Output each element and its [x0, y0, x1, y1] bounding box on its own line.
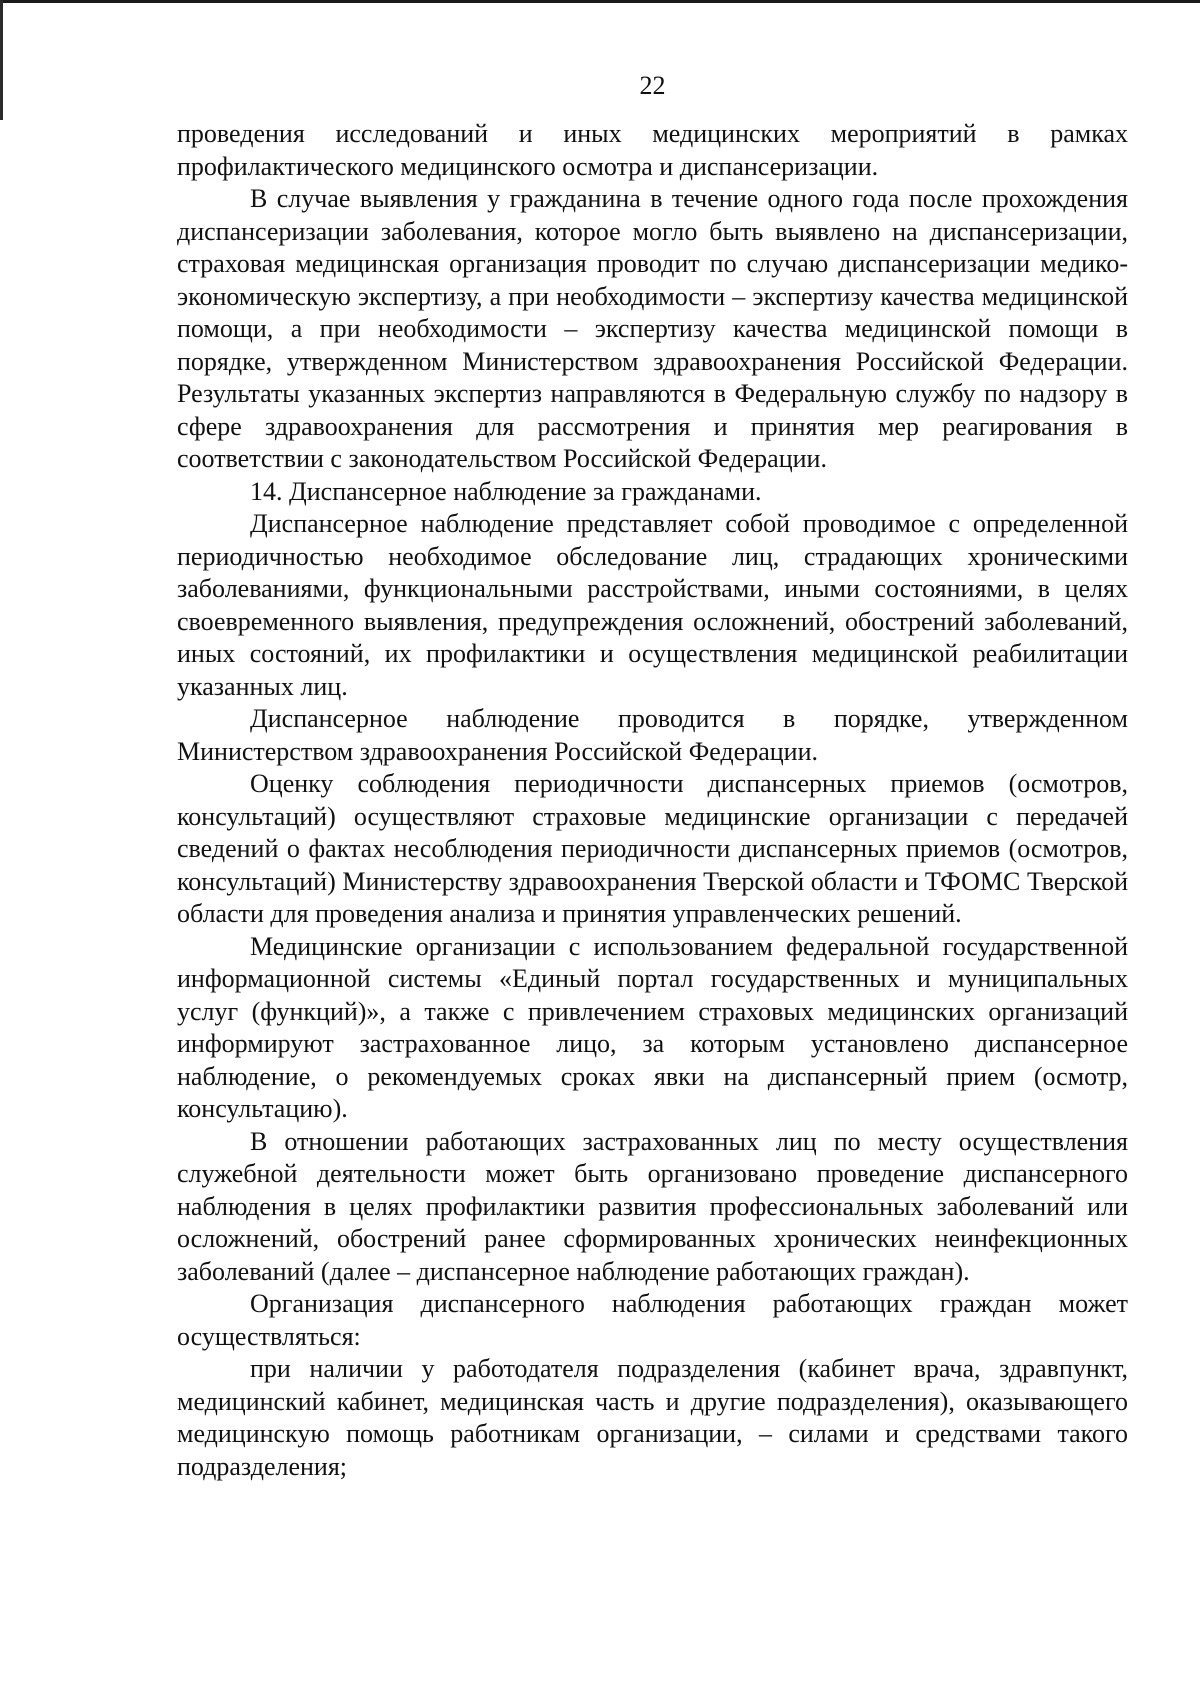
- scan-edge-top: [0, 0, 1200, 3]
- paragraph-1: проведения исследований и иных медицинских мероприятий в рамках профилактического медицинского осмотра и диспансеризации.: [177, 119, 1128, 181]
- paragraph-8: Организация диспансерного наблюдения работающих граждан может осуществляться:: [177, 1289, 1128, 1351]
- paragraph-3: Диспансерное наблюдение представляет собой проводимое с определенной периодичностью необходимое обследование лиц, страдающих хроническими заболеваниями, функциональными расстройствами, иными состояниями, в целях своевременного выявления, предупреждения осложнений, обострений заболеваний, иных состояний, их профилактики и осуществления медицинской реабилитации указанных лиц.: [177, 509, 1128, 701]
- scan-edge-left: [0, 0, 3, 120]
- paragraph-4: Диспансерное наблюдение проводится в порядке, утвержденном Министерством здравоохранения Российской Федерации.: [177, 704, 1128, 766]
- paragraph-9: при наличии у работодателя подразделения (кабинет врача, здравпункт, медицинский кабинет, медицинская часть и другие подразделения), оказывающего медицинскую помощь работникам организации, – силами и средствами такого подразделения;: [177, 1354, 1128, 1481]
- section-heading-14: 14. Диспансерное наблюдение за гражданами.: [250, 476, 762, 506]
- paragraph-6: Медицинские организации с использованием федеральной государственной информационной системы «Единый портал государственных и муниципальных услуг (функций)», а также с привлечением страховых медицинских организаций информируют застрахованное лицо, за которым установлено диспансерное наблюдение, о рекомендуемых сроках явки на диспансерный прием (осмотр, консультацию).: [177, 931, 1128, 1123]
- page-number: 22: [639, 71, 666, 100]
- paragraph-5: Оценку соблюдения периодичности диспансерных приемов (осмотров, консультаций) осуществляют страховые медицинские организации с передачей сведений о фактах несоблюдения периодичности диспансерных приемов (осмотров, консультаций) Министерству здравоохранения Тверской области и ТФОМС Тверской области для проведения анализа и принятия управленческих решений.: [177, 769, 1128, 928]
- paragraph-7: В отношении работающих застрахованных лиц по месту осуществления служебной деятельности может быть организовано проведение диспансерного наблюдения в целях профилактики развития профессиональных заболеваний или осложнений, обострений ранее сформированных хронических неинфекционных заболеваний (далее – диспансерное наблюдение работающих граждан).: [177, 1126, 1128, 1286]
- paragraph-2: В случае выявления у гражданина в течение одного года после прохождения диспансеризации заболевания, которое могло быть выявлено на диспансеризации, страховая медицинская организация проводит по случаю диспансеризации медико-экономическую экспертизу, а при необходимости – экспертизу качества медицинской помощи, а при необходимости – экспертизу качества медицинской помощи в порядке, утвержденном Министерством здравоохранения Российской Федерации. Результаты указанных экспертиз направляются в Федеральную службу по надзору в сфере здравоохранения для рассмотрения и принятия мер реагирования в соответствии с законодательством Российской Федерации.: [177, 184, 1128, 473]
- document-page: [177, 70, 1128, 1483]
